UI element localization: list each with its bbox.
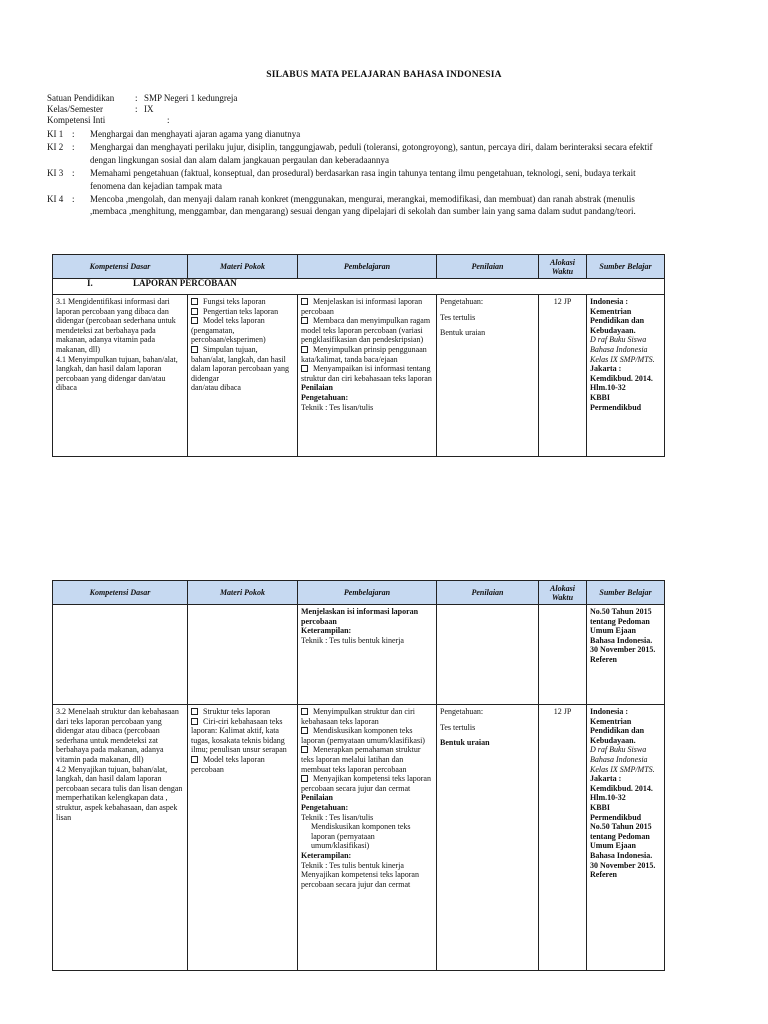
ki-colon: :: [72, 194, 75, 205]
ki-colon: :: [72, 142, 75, 153]
table-row: [53, 295, 665, 457]
materi-cell: [188, 705, 298, 971]
assessment-subheading: Keterampilan:: [301, 850, 352, 860]
checkbox-icon: [301, 365, 308, 372]
header-penilaian: Penilaian: [437, 581, 539, 605]
kd-cell: [53, 605, 188, 705]
document-title: SILABUS MATA PELAJARAN BAHASA INDONESIA: [266, 70, 502, 80]
section-row: [53, 279, 665, 295]
assessment-technique: Teknik : Tes lisan/tulis: [301, 812, 374, 822]
section-label: LAPORAN PERCOBAAN: [133, 278, 237, 288]
ki-colon: :: [72, 129, 75, 139]
checkbox-icon: [301, 727, 308, 734]
list-item-tail: dan/atau dibaca: [191, 383, 241, 393]
checkbox-icon: [191, 346, 198, 353]
assessment-text: Mendiskusikan komponen teks laporan (pernyataan umum/klasifikasi): [311, 822, 411, 851]
table-header-row: [53, 255, 665, 279]
kd-item: 3.1 Mengidentifikasi informasi dari laporan percobaan yang dibaca dan didengar (percobaan sederhana untuk mendeteksi zat berbahaya pada makanan, adanya vitamin pada makanan, dll): [56, 297, 176, 354]
checkbox-icon: [191, 708, 198, 715]
header-pembelajaran: Pembelajaran: [298, 581, 437, 605]
list-item: Mendiskusikan komponen teks laporan (pernyataan umum/klasifikasi): [301, 726, 425, 745]
checkbox-icon: [301, 775, 308, 782]
ki-key: KI 3: [47, 168, 64, 179]
pembelajaran-cell: [298, 705, 437, 971]
source-text: KBBI Permendikbud: [590, 392, 642, 412]
alokasi-cell: [539, 605, 587, 705]
meta-label: Kelas/Semester: [47, 104, 103, 114]
section-heading: [53, 279, 665, 295]
meta-row-ki: [47, 115, 237, 126]
list-item: Ciri-ciri kebahasaan teks laporan: Kalimat aktif, kata tugas, kosakata teknis bidang ilmu; penulisan unsur serapan: [191, 716, 287, 755]
pembelajaran-cell: [298, 605, 437, 705]
table-header-row: [53, 581, 665, 605]
ki-text: Menghargai dan menghayati ajaran agama yang dianutnya: [90, 129, 301, 139]
checkbox-icon: [191, 317, 198, 324]
sumber-cell: [587, 295, 665, 457]
assessment-technique: Teknik : Tes lisan/tulis: [301, 402, 374, 412]
meta-value: IX: [144, 104, 154, 114]
checkbox-icon: [301, 298, 308, 305]
penilaian-item: Tes tertulis: [440, 312, 476, 322]
assessment-subheading: Pengetahuan:: [301, 392, 349, 402]
header-penilaian: Penilaian: [437, 255, 539, 279]
header-pembelajaran: Pembelajaran: [298, 255, 437, 279]
table-row: [53, 705, 665, 971]
list-item: Membaca dan menyimpulkan ragam model teks laporan percobaan (variasi pengklasifikasian dan pendeskripsian): [301, 316, 431, 345]
ki-key: KI 1: [47, 129, 64, 139]
list-item: Simpulan tujuan, bahan/alat, langkah, dan hasil dalam laporan percobaan yang didengar: [191, 344, 289, 383]
syllabus-table-2: [52, 580, 665, 971]
list-item: Pengertian teks laporan: [191, 307, 294, 317]
checkbox-icon: [191, 308, 198, 315]
list-item: Menerapkan pemahaman struktur teks laporan melalui latihan dan membuat teks laporan percobaan: [301, 745, 421, 774]
source-text: Referen: [590, 870, 617, 880]
penilaian-item: Tes tertulis: [440, 722, 476, 732]
list-item: Menyampaikan isi informasi tentang struktur dan ciri kebahasaan teks laporan: [301, 364, 432, 383]
penilaian-item: Bentuk uraian: [440, 328, 486, 338]
ki-item: [47, 141, 659, 166]
ki-item: [47, 128, 659, 140]
checkbox-icon: [191, 298, 198, 305]
list-item: Menjelaskan isi informasi laporan percobaan: [301, 297, 423, 316]
list-item: Menyimpulkan struktur dan ciri kebahasaan teks laporan: [301, 707, 415, 726]
checkbox-icon: [301, 708, 308, 715]
penilaian-cell: [437, 705, 539, 971]
ki-text: Menghargai dan menghayati perilaku jujur, disiplin, tanggungjawab, peduli (toleransi, gotongroyong), santun, percaya diri, dalam berinteraksi secara efektif dengan lingkungan sosial dan alam dalam jangkauan pergaulan dan keberadaannya: [90, 142, 653, 165]
kd-item: 4.2 Menyajikan tujuan, bahan/alat, langkah, dan hasil dalam laporan percobaan secara tulis dan lisan dengan memperhatikan kelengkapan data , struktur, aspek kebahasaan, dan aspek lisan: [56, 764, 183, 822]
source-text: No.50 Tahun 2015 tentang Pedoman Umum Ejaan Bahasa Indonesia. 30 November 2015. Referen: [590, 607, 656, 664]
checkbox-icon: [191, 718, 198, 725]
header-kd: Kompetensi Dasar: [53, 255, 188, 279]
meta-value: SMP Negeri 1 kedungreja: [144, 93, 238, 103]
list-item: Model teks laporan (pengamatan, percobaan/eksperimen): [191, 316, 266, 345]
header-alokasi: Alokasi Waktu: [539, 255, 587, 279]
assessment-technique: Teknik : Tes tulis bentuk kinerja: [301, 635, 404, 645]
ki-item: [47, 167, 659, 192]
source-text: Indonesia : Kementrian Pendidikan dan Kebudayaan.: [590, 297, 645, 335]
assessment-heading: Penilaian: [301, 383, 334, 393]
list-item: Fungsi teks laporan: [191, 297, 294, 307]
kd-item: 3.2 Menelaah struktur dan kebahasaan dari teks laporan percobaan yang didengar atau dibaca (percobaan sederhana untuk mendeteksi zat berbahaya pada makanan, adanya vitamin pada makanan, dll): [56, 707, 179, 764]
sumber-cell: [587, 705, 665, 971]
materi-cell: [188, 605, 298, 705]
assessment-technique: Teknik : Tes tulis bentuk kinerja: [301, 860, 404, 870]
ki-key: KI 2: [47, 142, 64, 153]
ki-item: [47, 193, 659, 218]
identity-block: [47, 93, 237, 126]
source-text: D raf Buku Siswa Bahasa Indonesia Kelas IX SMP/MTS.: [590, 335, 655, 364]
list-item: Menyajikan kompetensi teks laporan percobaan secara jujur dan cermat: [301, 774, 431, 793]
core-competence-list: [47, 128, 659, 219]
penilaian-item: Pengetahuan:: [440, 297, 484, 306]
alokasi-cell: 12 JP: [539, 705, 587, 971]
list-item: Menyimpulkan prinsip penggunaan kata/kalimat, tanda baca/ejaan: [301, 344, 427, 364]
header-materi: Materi Pokok: [188, 255, 298, 279]
header-sumber: Sumber Belajar: [587, 255, 665, 279]
source-text: KBBI Permendikbud No.50 Tahun 2015 tentang Pedoman Umum Ejaan Bahasa Indonesia. 30 November 2015.: [590, 802, 656, 870]
header-kd: Kompetensi Dasar: [53, 581, 188, 605]
assessment-subheading: Keterampilan:: [301, 626, 352, 636]
ki-text: Memahami pengetahuan (faktual, konseptual, dan prosedural) berdasarkan rasa ingin tahunya tentang ilmu pengetahuan, teknologi, seni, budaya terkait fenomena dan kejadian tampak mata: [90, 168, 636, 191]
sumber-cell: [587, 605, 665, 705]
assessment-text: Menyajikan kompetensi teks laporan percobaan secara jujur dan cermat: [301, 870, 419, 889]
list-item: Model teks laporan: [191, 755, 294, 765]
alokasi-cell: 12 JP: [539, 295, 587, 457]
meta-label: Kompetensi Inti: [47, 115, 106, 125]
ki-text: Mencoba ,mengolah, dan menyaji dalam ranah konkret (menggunakan, mengurai, merangkai, memodifikasi, dan membuat) dan ranah abstrak (menulis ,membaca ,menghitung, menggambar, dan mengarang) sesuai dengan yang dipelajari di sekolah dan sumber lain yang sama dalam sudut pandang/teori.: [90, 194, 636, 217]
meta-colon: :: [135, 93, 138, 103]
assessment-subheading: Pengetahuan:: [301, 802, 349, 812]
kd-cell: [53, 295, 188, 457]
meta-row-school: [47, 93, 237, 104]
assessment-heading: Penilaian: [301, 793, 334, 803]
meta-row-class: [47, 104, 237, 115]
header-alokasi: Alokasi Waktu: [539, 581, 587, 605]
materi-cell: [188, 295, 298, 457]
meta-colon: :: [135, 104, 138, 114]
checkbox-icon: [301, 317, 308, 324]
list-item-tail: percobaan: [191, 764, 224, 774]
list-item: Struktur teks laporan: [191, 707, 294, 717]
pembelajaran-text: Menjelaskan isi informasi laporan percobaan: [301, 607, 419, 626]
checkbox-icon: [301, 746, 308, 753]
header-sumber: Sumber Belajar: [587, 581, 665, 605]
penilaian-item: Bentuk uraian: [440, 738, 490, 748]
penilaian-cell: [437, 605, 539, 705]
penilaian-cell: [437, 295, 539, 457]
penilaian-item: Pengetahuan:: [440, 707, 484, 716]
meta-value: :: [167, 115, 170, 125]
ki-key: KI 4: [47, 194, 64, 205]
kd-item: 4.1 Menyimpulkan tujuan, bahan/alat, langkah, dan hasil dalam laporan percobaan yang didengar dan/atau dibaca: [56, 354, 178, 393]
checkbox-icon: [191, 756, 198, 763]
checkbox-icon: [301, 346, 308, 353]
source-text: Jakarta : Kemdikbud. 2014. Hlm.10-32: [590, 774, 653, 803]
source-text: D raf Buku Siswa Bahasa Indonesia Kelas IX SMP/MTS.: [590, 745, 655, 774]
meta-label: Satuan Pendidikan: [47, 93, 115, 103]
source-text: Indonesia : Kementrian Pendidikan dan Kebudayaan.: [590, 707, 645, 745]
source-text: Jakarta : Kemdikbud. 2014. Hlm.10-32: [590, 364, 653, 393]
section-number: I.: [87, 278, 93, 288]
pembelajaran-cell: [298, 295, 437, 457]
meta-colon: [135, 115, 144, 126]
ki-colon: :: [72, 168, 75, 179]
syllabus-table-1: [52, 254, 665, 457]
header-materi: Materi Pokok: [188, 581, 298, 605]
table-row: [53, 605, 665, 705]
kd-cell: [53, 705, 188, 971]
